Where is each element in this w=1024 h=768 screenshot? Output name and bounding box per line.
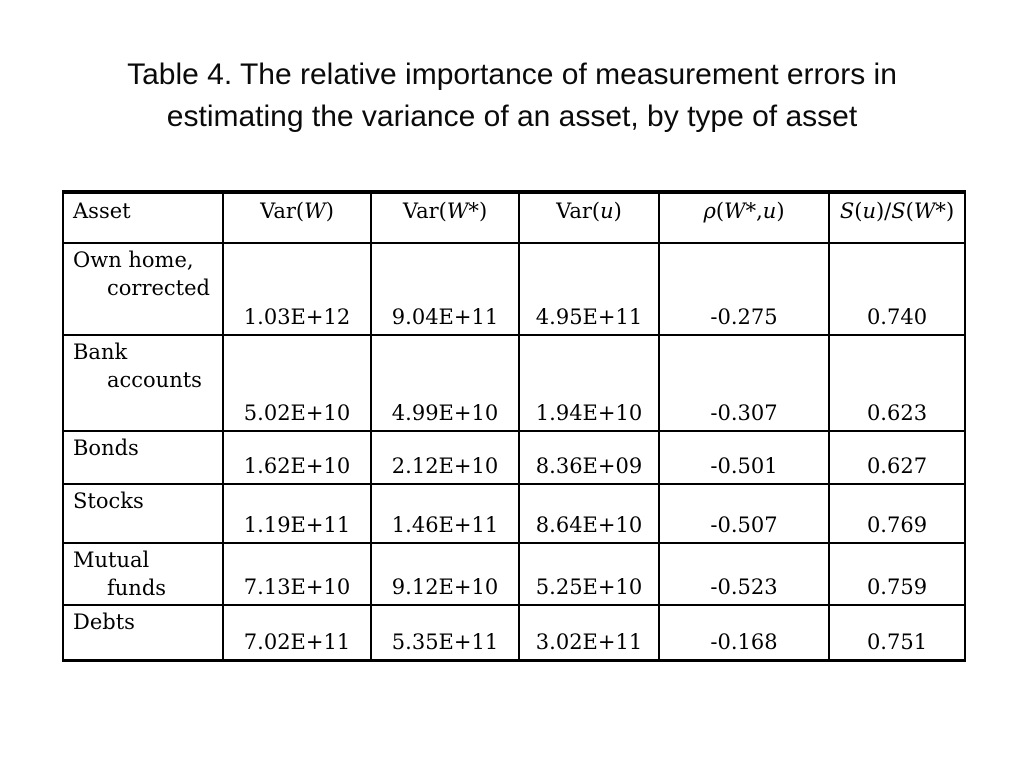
asset-name-line1: Bonds <box>73 436 139 460</box>
table-row <box>63 431 965 484</box>
asset-name-line1: Mutual <box>73 548 150 572</box>
asset-name-line2: accounts <box>107 368 202 392</box>
value-cell: 2.12E+10 <box>371 431 519 484</box>
value-cell: 8.36E+09 <box>519 431 659 484</box>
value-cell: 8.64E+10 <box>519 484 659 543</box>
value-cell: 0.759 <box>829 543 965 605</box>
value-cell: 0.627 <box>829 431 965 484</box>
header-variable: ρ <box>703 199 716 223</box>
value-cell: -0.275 <box>659 243 829 335</box>
value-cell: 0.740 <box>829 243 965 335</box>
column-header-var-w <box>223 192 371 243</box>
asset-cell <box>63 243 223 335</box>
value-cell: 4.95E+11 <box>519 243 659 335</box>
value-cell: 5.25E+10 <box>519 543 659 605</box>
value-cell: 1.19E+11 <box>223 484 371 543</box>
value-cell: -0.168 <box>659 605 829 660</box>
asset-name-line1: Stocks <box>73 489 144 513</box>
value-cell: -0.501 <box>659 431 829 484</box>
value-cell: 3.02E+11 <box>519 605 659 660</box>
asset-cell <box>63 431 223 484</box>
header-variable: S <box>839 199 855 223</box>
header-text: Var( <box>556 199 601 223</box>
table-row <box>63 335 965 431</box>
asset-name-line1: Bank <box>73 340 128 364</box>
title-line-1: Table 4. The relative importance of measurement errors in <box>127 58 897 91</box>
page-title <box>0 54 1024 138</box>
asset-cell <box>63 543 223 605</box>
header-text: ( <box>905 199 914 223</box>
header-row <box>63 192 965 243</box>
header-text: Var( <box>260 199 305 223</box>
asset-name-line2: funds <box>107 576 167 600</box>
header-variable: S <box>891 199 906 223</box>
asset-cell <box>63 605 223 660</box>
value-cell: -0.523 <box>659 543 829 605</box>
header-variable: W* <box>446 199 479 223</box>
asset-name-line1: Debts <box>73 610 135 634</box>
asset-cell <box>63 335 223 431</box>
value-cell: 9.04E+11 <box>371 243 519 335</box>
title-line-2: estimating the variance of an asset, by type of asset <box>166 100 858 133</box>
value-cell: 9.12E+10 <box>371 543 519 605</box>
value-cell: 4.99E+10 <box>371 335 519 431</box>
value-cell: 1.94E+10 <box>519 335 659 431</box>
asset-name-line2: corrected <box>107 276 210 300</box>
value-cell: 0.623 <box>829 335 965 431</box>
table-row <box>63 605 965 660</box>
column-header-var-u <box>519 192 659 243</box>
value-cell: 0.751 <box>829 605 965 660</box>
header-text: Asset <box>73 199 131 223</box>
header-text: ( <box>715 199 725 223</box>
header-text: ( <box>854 199 863 223</box>
measurement-errors-table <box>62 190 966 662</box>
header-text: ) <box>325 199 334 223</box>
value-cell: -0.307 <box>659 335 829 431</box>
header-text: ) <box>776 199 785 223</box>
asset-name-line1: Own home, <box>73 248 194 272</box>
value-cell: -0.507 <box>659 484 829 543</box>
value-cell: 0.769 <box>829 484 965 543</box>
column-header-rho-w-star-u <box>659 192 829 243</box>
header-text: ) <box>478 199 488 223</box>
value-cell: 7.02E+11 <box>223 605 371 660</box>
header-variable: W* <box>913 199 946 223</box>
header-variable: u <box>862 199 876 223</box>
header-variable: u <box>762 199 777 223</box>
value-cell: 1.03E+12 <box>223 243 371 335</box>
table-row <box>63 543 965 605</box>
table-row <box>63 484 965 543</box>
header-text: , <box>756 199 763 223</box>
header-variable: W* <box>724 199 757 223</box>
column-header-s-u-over-s-w-star <box>829 192 965 243</box>
value-cell: 5.02E+10 <box>223 335 371 431</box>
asset-cell <box>63 484 223 543</box>
column-header-var-w-star <box>371 192 519 243</box>
value-cell: 7.13E+10 <box>223 543 371 605</box>
header-text: ) <box>613 199 622 223</box>
value-cell: 5.35E+11 <box>371 605 519 660</box>
table-body <box>63 243 965 660</box>
header-text: ) <box>945 199 955 223</box>
column-header-asset <box>63 192 223 243</box>
table-row <box>63 243 965 335</box>
header-variable: W <box>304 199 326 223</box>
value-cell: 1.46E+11 <box>371 484 519 543</box>
header-text: Var( <box>402 199 447 223</box>
header-text: )/ <box>875 199 892 223</box>
header-variable: u <box>600 199 614 223</box>
value-cell: 1.62E+10 <box>223 431 371 484</box>
